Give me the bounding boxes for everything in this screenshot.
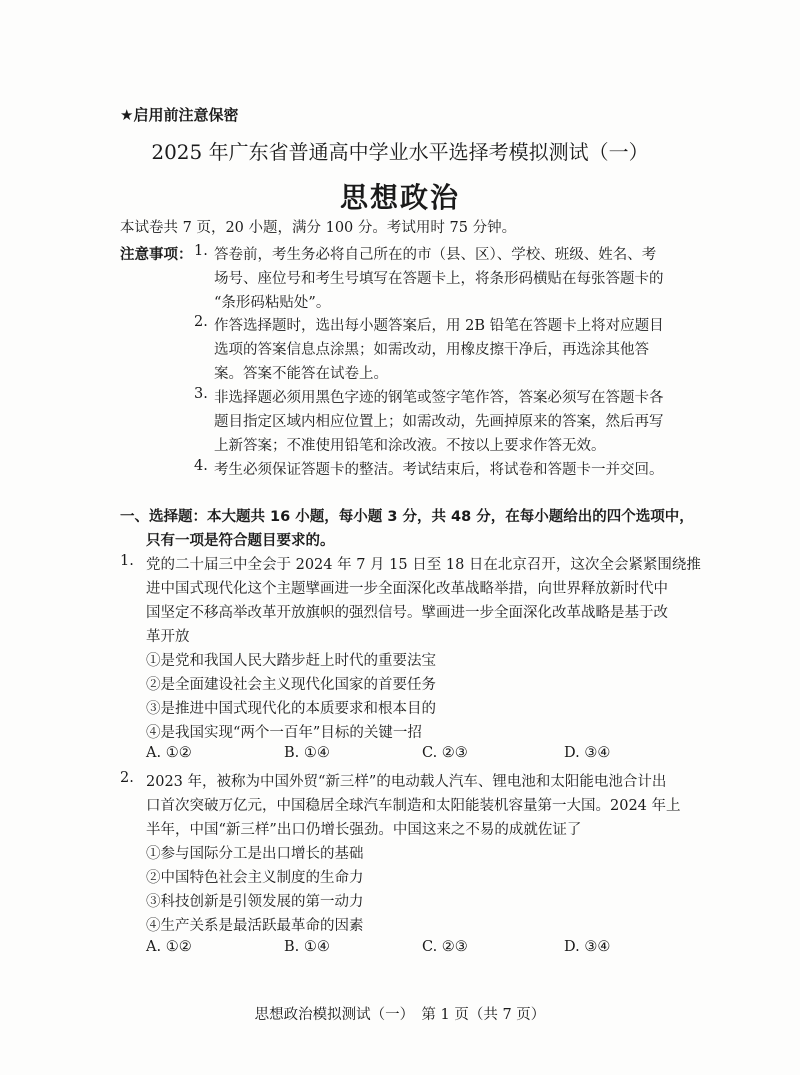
answer-choice-c: C. ②③	[422, 939, 468, 955]
answer-choice-b: B. ①④	[284, 939, 330, 955]
question-line: 2023 年，被称为中国外贸“新三样”的电动载人汽车、锂电池和太阳能电池合计出	[146, 774, 667, 790]
subject-title: 思想政治	[339, 181, 460, 214]
question-line: 口首次突破万亿元，中国稳居全球汽车制造和太阳能装机容量第一大国。2024 年上	[146, 798, 681, 814]
notice-line: 案。答案不能答在试卷上。	[214, 366, 388, 382]
question-number: 1.	[120, 553, 134, 569]
notice-number: 1.	[194, 243, 208, 259]
notice-line: 场号、座位号和考生号填写在答题卡上，将条形码横贴在每张答题卡的	[214, 271, 664, 287]
exam-title: 2025 年广东省普通高中学业水平选择考模拟测试（一）	[151, 140, 649, 164]
statement-option: ④生产关系是最活跃最革命的因素	[146, 918, 364, 934]
answer-choice-d: D. ③④	[564, 745, 611, 761]
notice-line: 非选择题必须用黑色字迹的钢笔或签字笔作答，答案必须写在答题卡各	[214, 390, 664, 406]
question-line: 半年，中国“新三样”出口仍增长强劲。中国这来之不易的成就佐证了	[146, 822, 582, 838]
notice-line: 选项的答案信息点涂黑；如需改动，用橡皮擦干净后，再选涂其他答	[214, 342, 649, 358]
answer-choice-a: A. ①②	[146, 745, 192, 761]
statement-option: ④是我国实现“两个一百年”目标的关键一招	[146, 725, 422, 741]
notice-line: 作答选择题时，选出每小题答案后，用 2B 铅笔在答题卡上将对应题目	[214, 318, 664, 334]
question-line: 国坚定不移高举改革开放旗帜的强烈信号。擘画进一步全面深化改革战略是基于改	[146, 605, 668, 621]
statement-option: ①参与国际分工是出口增长的基础	[146, 846, 364, 862]
exam-info: 本试卷共 7 页，20 小题，满分 100 分。考试用时 75 分钟。	[120, 220, 517, 236]
notice-number: 4.	[194, 458, 208, 474]
statement-option: ②中国特色社会主义制度的生命力	[146, 870, 364, 886]
answer-choice-d: D. ③④	[564, 939, 611, 955]
statement-option: ①是党和我国人民大踏步赶上时代的重要法宝	[146, 653, 436, 669]
statement-option: ③科技创新是引领发展的第一动力	[146, 894, 364, 910]
page-footer: 思想政治模拟测试（一） 第 1 页（共 7 页）	[254, 1007, 546, 1023]
notice-number: 2.	[194, 314, 208, 330]
answer-choice-a: A. ①②	[146, 939, 192, 955]
statement-option: ②是全面建设社会主义现代化国家的首要任务	[146, 677, 436, 693]
question-number: 2.	[120, 770, 134, 786]
notice-line: 考生必须保证答题卡的整洁。考试结束后，将试卷和答题卡一并交回。	[214, 462, 664, 478]
notice-line: 上新答案；不准使用铅笔和涂改液。不按以上要求作答无效。	[214, 438, 606, 454]
question-line: 党的二十届三中全会于 2024 年 7 月 15 日至 18 日在北京召开，这次全会紧紧围绕推	[146, 557, 701, 573]
question-line: 进中国式现代化这个主题擘画进一步全面深化改革战略举措，向世界释放新时代中	[146, 581, 668, 597]
answer-choice-b: B. ①④	[284, 745, 330, 761]
section-heading: 一、选择题：本大题共 16 小题，每小题 3 分，共 48 分，在每小题给出的四个选项中，	[120, 509, 694, 525]
question-line: 革开放	[146, 629, 190, 645]
notice-line: 答卷前，考生务必将自己所在的市（县、区）、学校、班级、姓名、考	[214, 247, 657, 263]
notice-label: 注意事项：	[120, 247, 193, 263]
answer-choice-c: C. ②③	[422, 745, 468, 761]
confidential-mark: ★启用前注意保密	[120, 106, 239, 124]
notice-line: “条形码粘贴处”。	[214, 295, 331, 311]
statement-option: ③是推进中国式现代化的本质要求和根本目的	[146, 701, 436, 717]
section-heading-cont: 只有一项是符合题目要求的。	[146, 533, 335, 549]
notice-line: 题目指定区域内相应位置上；如需改动，先画掉原来的答案，然后再写	[214, 414, 664, 430]
notice-number: 3.	[194, 386, 208, 402]
